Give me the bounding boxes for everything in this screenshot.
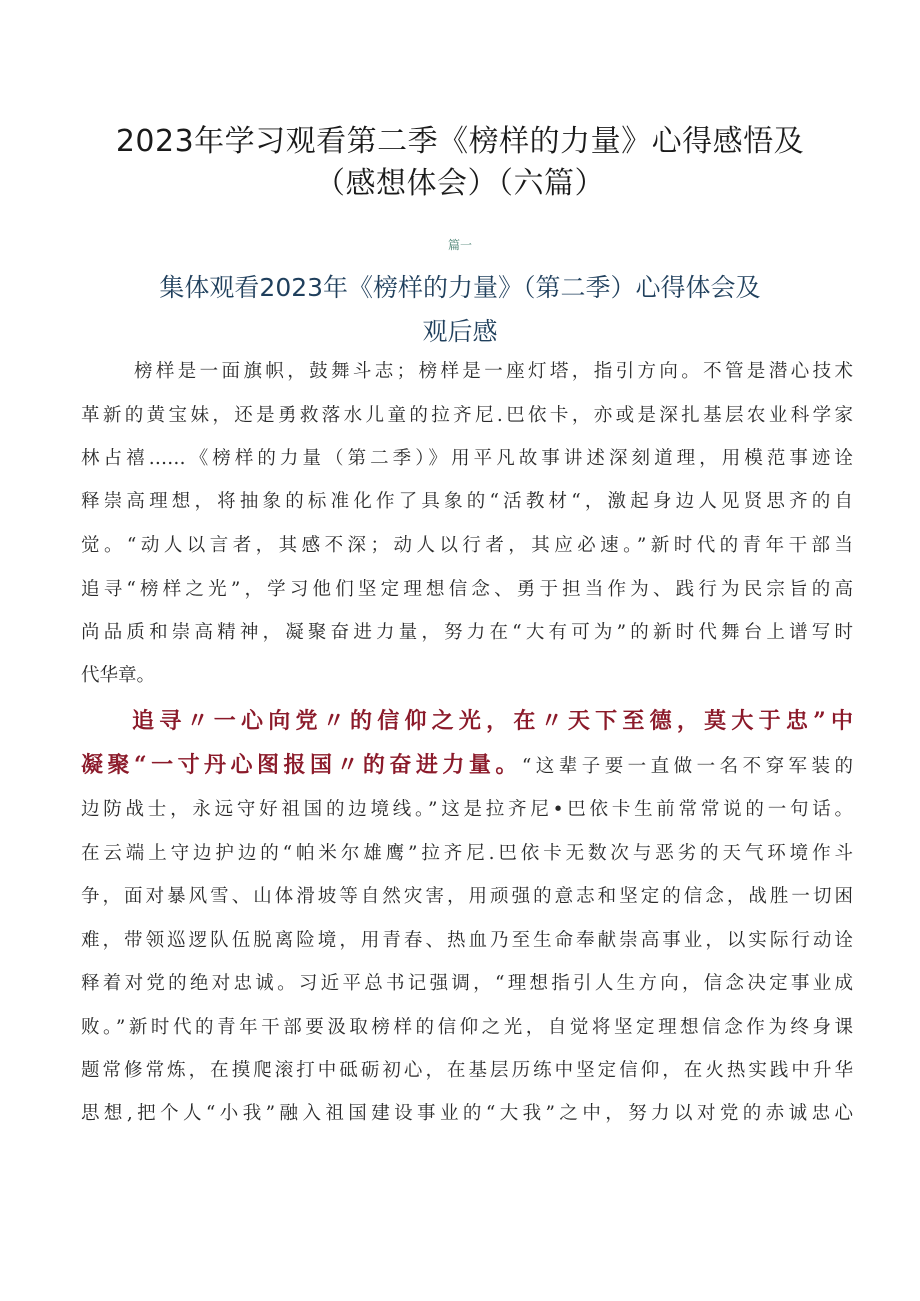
paragraph-1-line: 革新的黄宝妹，还是勇救落水儿童的拉齐尼.巴依卡，亦或是深扎基层农业科学家 [81, 405, 853, 426]
section-label: 篇一 [447, 238, 472, 252]
document-title-line-1: 2023年学习观看第二季《榜样的力量》心得感悟及 [115, 124, 805, 159]
paragraph-2-heading-run: 凝聚“一寸丹心图报国〃的奋进力量。 [81, 752, 522, 778]
paragraph-1-line: 觉。“动人以言者，其感不深；动人以行者，其应必速。”新时代的青年干部当 [81, 535, 853, 556]
paragraph-2-line: 题常修常炼，在摸爬滚打中砥砺初心，在基层历练中坚定信仰，在火热实践中升华 [81, 1060, 853, 1081]
paragraph-2-line: 争，面对暴风雪、山体滑坡等自然灾害，用顽强的意志和坚定的信念，战胜一切困 [81, 886, 853, 907]
paragraph-2-line: 思想,把个人“小我”融入祖国建设事业的“大我”之中，努力以对党的赤诚忠心 [81, 1103, 853, 1124]
paragraph-2-text-run: “这辈子要一直做一名不穿军装的 [521, 756, 853, 777]
paragraph-1-line: 释崇高理想，将抽象的标准化作了具象的“活教材“，激起身边人见贤思齐的自 [81, 491, 853, 512]
paragraph-2-line: 释着对党的绝对忠诚。习近平总书记强调，“理想指引人生方向，信念决定事业成 [81, 973, 853, 994]
paragraph-1-line: 榜样是一面旗帜，鼓舞斗志；榜样是一座灯塔，指引方向。不管是潜心技术 [134, 361, 853, 382]
paragraph-1-line: 尚品质和崇高精神，凝聚奋进力量，努力在“大有可为”的新时代舞台上谱写时 [81, 622, 853, 643]
paragraph-1-line: 代华章。 [81, 665, 156, 686]
paragraph-2-line [81, 751, 853, 781]
paragraph-2-line: 在云端上守边护边的“帕米尔雄鹰”拉齐尼.巴依卡无数次与恶劣的天气环境作斗 [81, 843, 853, 864]
paragraph-2-heading-line-1 [132, 707, 853, 737]
paragraph-2-heading-run: 追寻〃一心向党〃的信仰之光，在〃天下至德，莫大于忠”中 [132, 708, 853, 734]
paragraph-2-line: 边防战士，永远守好祖国的边境线。”这是拉齐尼•巴依卡生前常常说的一句话。 [81, 799, 853, 820]
paragraph-2-line: 难，带领巡逻队伍脱离险境，用青春、热血乃至生命奉献崇高事业，以实际行动诠 [81, 930, 853, 951]
paragraph-2-line: 败。”新时代的青年干部要汲取榜样的信仰之光，自觉将坚定理想信念作为终身课 [81, 1017, 853, 1038]
section-title-line-1: 集体观看2023年《榜样的力量》（第二季）心得体会及 [159, 273, 761, 302]
paragraph-1-line: 林占禧……《榜样的力量（第二季）》用平凡故事讲述深刻道理，用模范事迹诠 [81, 448, 853, 469]
section-title-line-2: 观后感 [422, 317, 498, 346]
document-title-line-2: （感想体会）（六篇） [315, 166, 605, 201]
paragraph-1-line: 追寻“榜样之光”，学习他们坚定理想信念、勇于担当作为、践行为民宗旨的高 [81, 579, 853, 600]
